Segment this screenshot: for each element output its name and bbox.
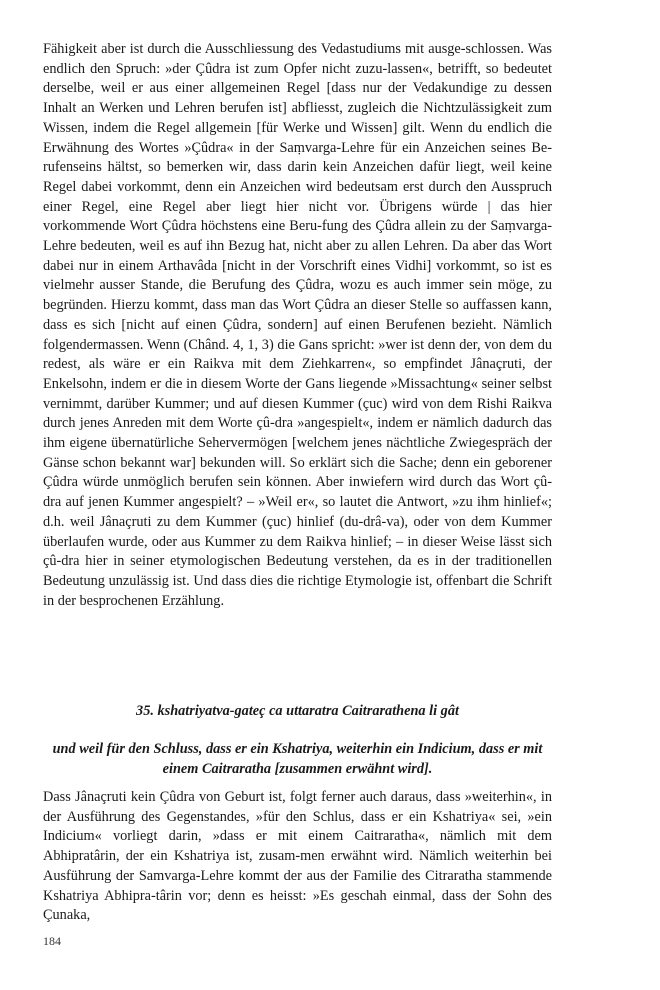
sutra-heading: 35. kshatriyatva-gateç ca uttaratra Caitrarathena li gât — [136, 703, 459, 719]
sutra-translation-block — [43, 739, 552, 779]
sutra-heading-block — [43, 701, 552, 721]
commentary-block — [43, 788, 552, 926]
sutra-translation: und weil für den Schluss, dass er ein Kshatriya, weiterhin ein Indicium, dass er mit einem Caitraratha [zusammen erwähnt wird]. — [52, 741, 543, 777]
main-text-block — [43, 40, 552, 611]
body-paragraph-1: Fähigkeit aber ist durch die Ausschliessung des Vedastudiums mit ausge-schlossen. Was endlich den Spruch: »der Çûdra ist zum Opfer nicht zuzu-lassen«, betrifft, so bedeutet derselbe, weil er aus einer allgemeinen Regel [dass nur der Vedakundige zu dessen Inhalt an Werken und Lehren berufen ist] abfliesst, zugleich die Nichtzulässigkeit zum Wissen, indem die Regel allgemein [für Werke und Wissen] gilt. Wenn du endlich die Erwähnung des Wortes »Çûdra« in der Saṃvarga-Lehre für ein Anzeichen seines Be-rufenseins hältst, so bemerken wir, dass darin kein Anzeichen dafür liegt, weil keine Regel dabei vorkommt, denn ein Anzeichen wird bedeutsam erst durch den Ausspruch einer Regel, eine Regel aber liegt hier nicht vor. Übrigens würde | das hier vorkommende Wort Çûdra höchstens eine Beru-fung des Çûdra allein zu der Saṃvarga-Lehre bedeuten, weil es auf ihn Bezug hat, nicht aber zu allen Lehren. Da aber das Wort dabei nur in einem Arthavâda [nicht in der Vorschrift eines Vidhi] vorkommt, so ist es vielmehr ausser Stande, die Berufung des Çûdra, wozu es auch immer sein möge, zu begründen. Hierzu kommt, dass man das Wort Çûdra an dieser Stelle so auffassen kann, dass es sich [nicht auf einen Çûdra, sondern] auf einen Berufenen bezieht. Nämlich folgendermassen. Wenn (Chând. 4, 1, 3) die Gans spricht: »wer ist denn der, von dem du redest, als wäre er ein Raikva mit dem Ziehkarren«, so empfindet Jânaçruti, der Enkelsohn, indem er die in diesem Worte der Gans liegende »Missachtung« seiner selbst vernimmt, darüber Kummer; und auf diesen Kummer (çuc) wird von dem Rishi Raikva durch jenes Anreden mit dem Worte çû-dra »angespielt«, indem er nämlich dadurch das ihm eigene übernatürliche Sehervermögen [welchem jenes nächtliche Zwiegespräch der Gänse schon bekannt war] bekunden will. So erklärt sich die Sache; denn ein geborener Çûdra würde unmöglich berufen sein können. Aber inwiefern wird durch das Wort çû-dra auf jenen Kummer angespielt? – »Weil er«, so lautet die Antwort, »zu ihm hinlief«; d.h. weil Jânaçruti zu dem Kummer (çuc) hinlief (du-drâ-va), oder von dem Kummer überlaufen wurde, oder aus Kummer zu dem Raikva hinlief; – in dieser Weise lässt sich çû-dra hier in seiner etymologischen Bedeutung verstehen, da es in der traditionellen Bedeutung unzulässig ist. Und dass dies die richtige Etymologie ist, offenbart die Schrift in der besprochenen Erzählung. — [43, 41, 552, 609]
body-paragraph-2: Dass Jânaçruti kein Çûdra von Geburt ist, folgt ferner auch daraus, dass »weiterhin«, in der Ausführung des Gegenstandes, »für den Schlus, dass er ein Kshatriya« sei, »ein Indicium« vorliegt darin, »dass er mit einem Caitraratha«, nämlich mit dem Abhipratârin, der ein Kshatriya ist, zusam-men erwähnt wird. Nämlich weiterhin bei Ausführung der Samvarga-Lehre kommt der aus der Familie des Citraratha stammende Kshatriya Abhipra-târin vor; denn es heisst: »Es geschah einmal, dass der Sohn des Çunaka, — [43, 789, 552, 924]
page-number: 184 — [43, 934, 61, 948]
